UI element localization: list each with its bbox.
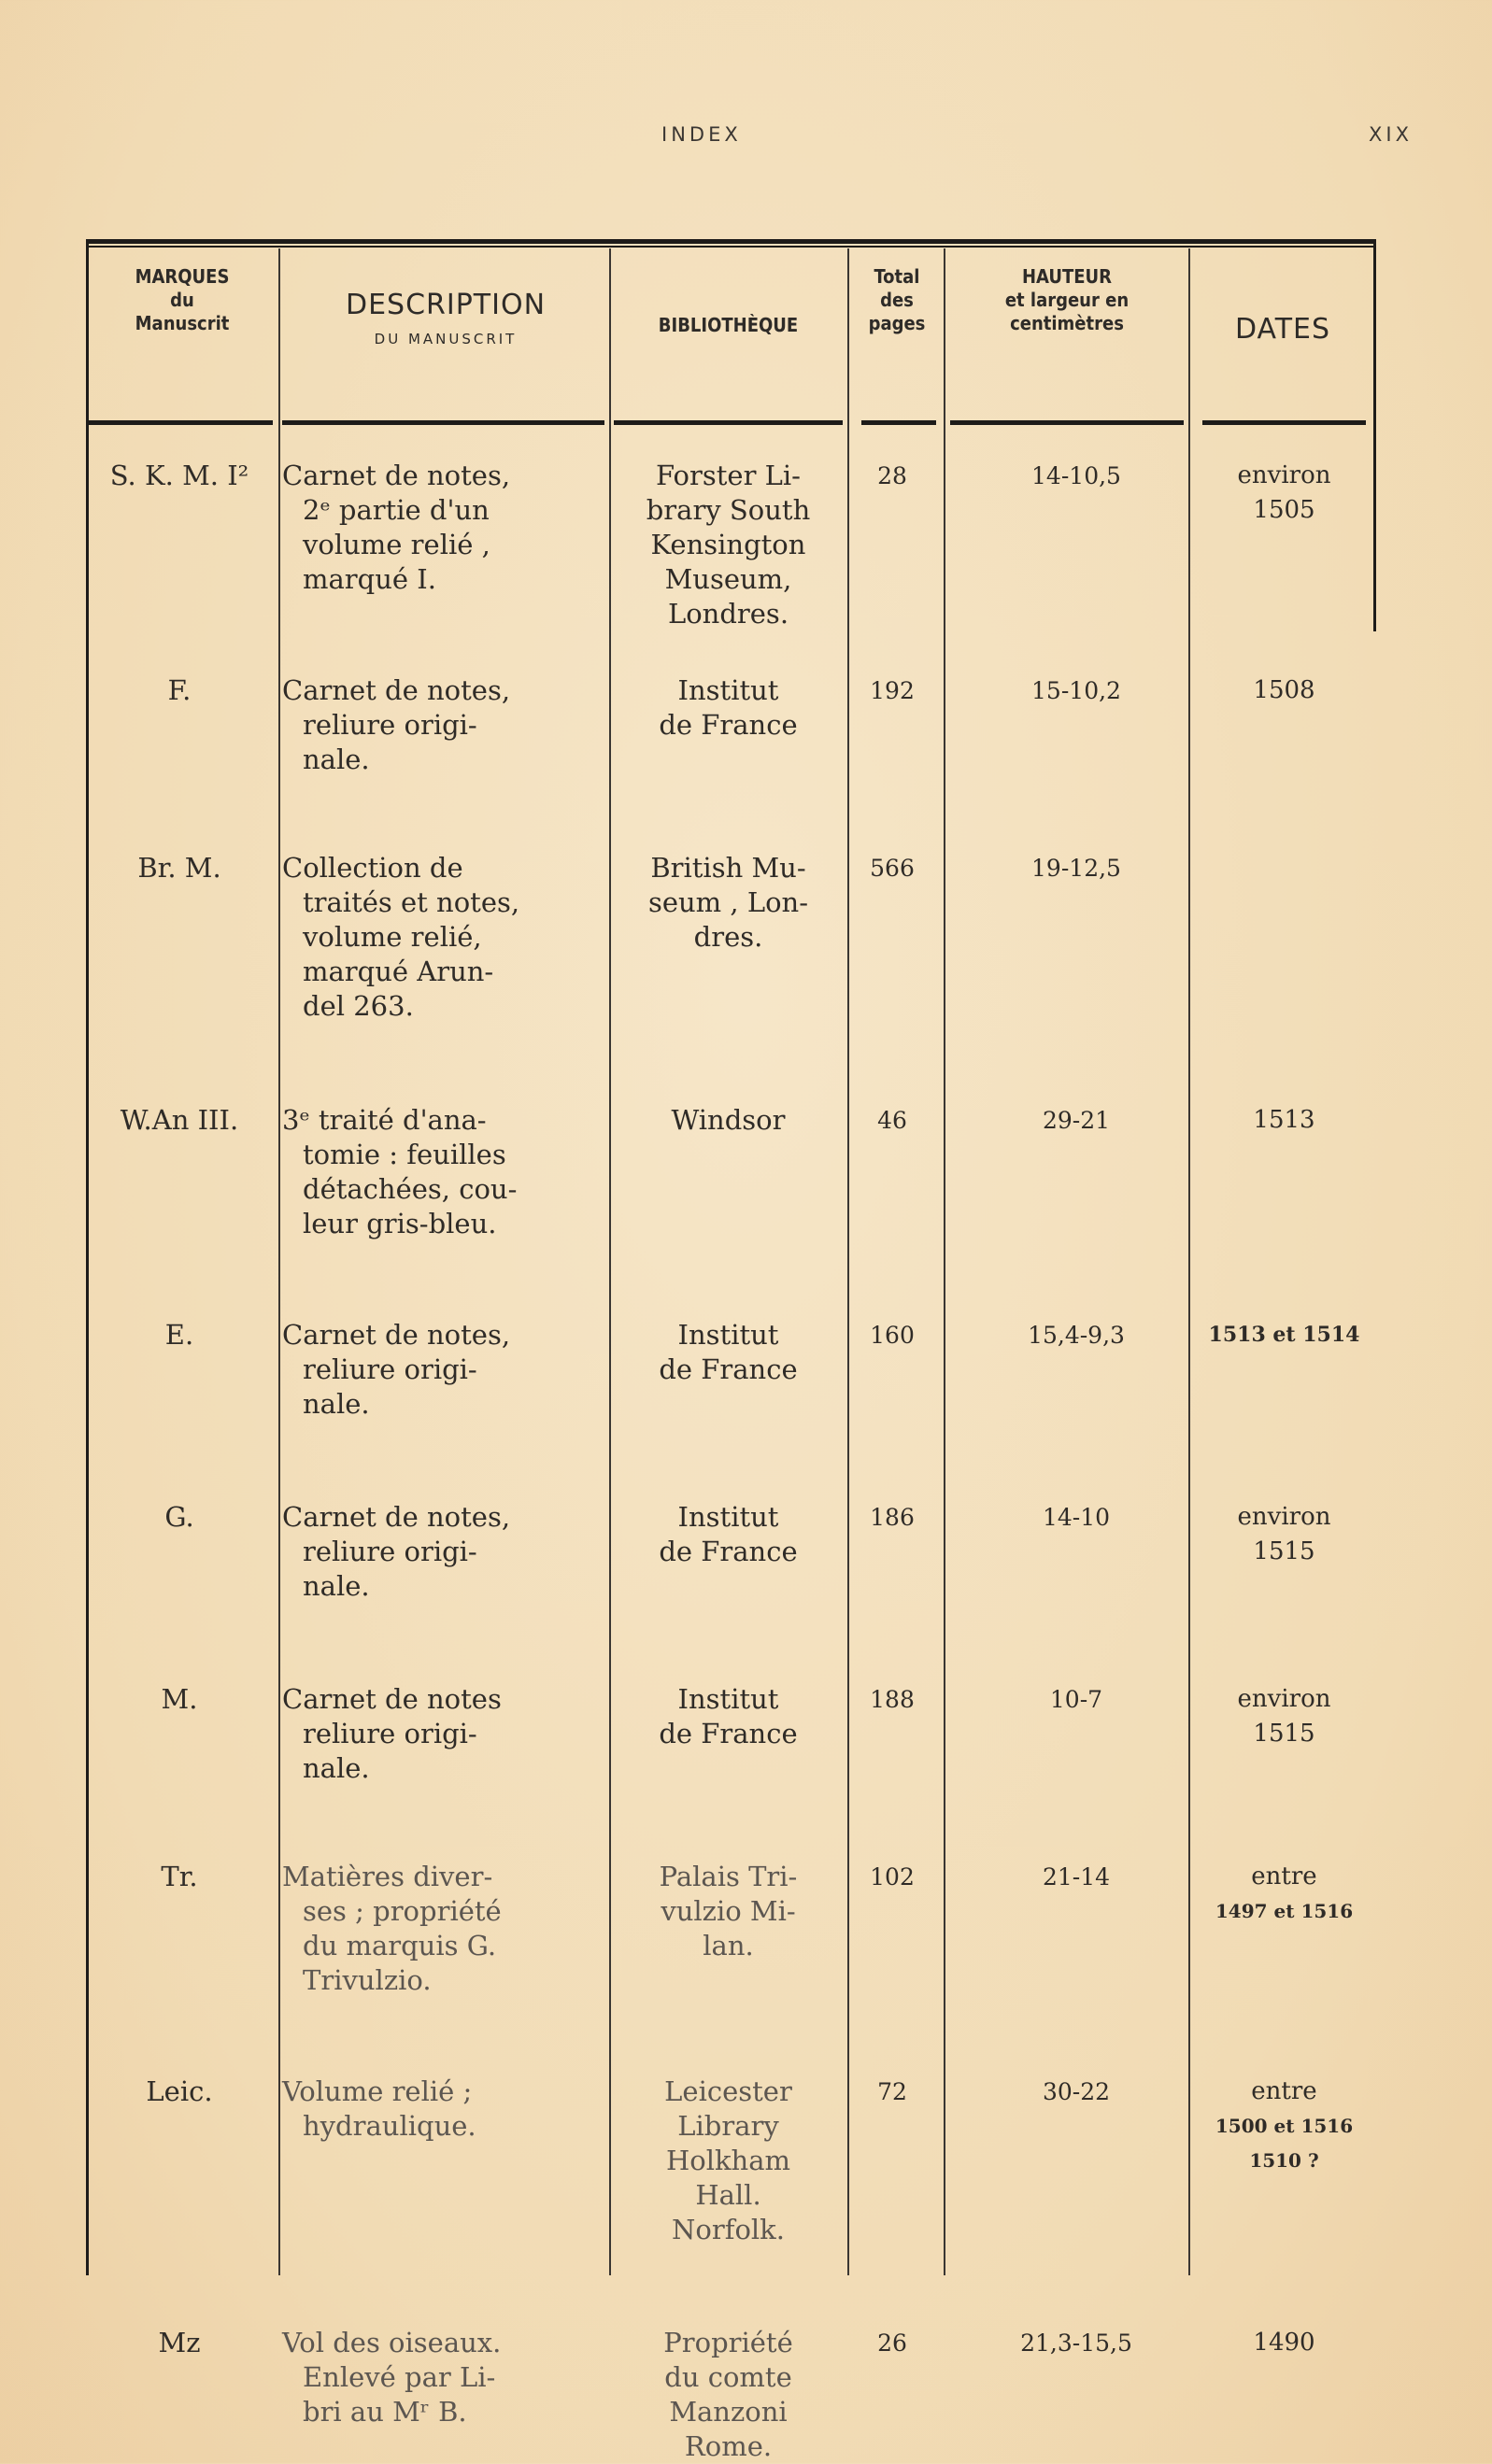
- pages-cell: 102: [870, 1863, 915, 1890]
- date-cell: environ 1515: [1237, 1503, 1331, 1565]
- description-cell: Carnet de notes, 2ᵉ partie d'un volume relié , marqué I.: [282, 460, 511, 595]
- pages-cell: 186: [870, 1504, 915, 1531]
- dimensions-cell: 10-7: [1049, 1686, 1103, 1713]
- library-cell: Institut de France: [659, 674, 798, 741]
- pages-cell: 160: [870, 1322, 915, 1349]
- header-rule: [86, 420, 273, 425]
- top-rule-thin: [86, 246, 1375, 248]
- description-cell: Carnet de notes reliure origi- nale.: [282, 1683, 502, 1784]
- column-divider: [847, 248, 849, 2275]
- library-cell: Institut de France: [659, 1319, 798, 1385]
- running-title: INDEX: [661, 123, 742, 146]
- description-cell: Volume relié ; hydraulique.: [282, 2075, 476, 2142]
- dimensions-cell: 21,3-15,5: [1020, 2329, 1132, 2357]
- mark-cell: M.: [161, 1683, 198, 1715]
- pages-cell: 28: [877, 462, 907, 489]
- header-rule: [1202, 420, 1366, 425]
- index-table: [86, 239, 1375, 2275]
- date-cell: entre 1500 et 1516 1510 ?: [1215, 2077, 1354, 2172]
- column-divider: [1188, 248, 1190, 2275]
- description-cell: Collection de traités et notes, volume relié, marqué Arun- del 263.: [282, 852, 520, 1022]
- header-library: BIBLIOTHÈQUE: [658, 314, 799, 336]
- header-rule: [861, 420, 936, 425]
- date-cell: 1513: [1253, 1106, 1315, 1134]
- header-pages: Total des pages: [868, 265, 926, 334]
- pages-cell: 72: [877, 2078, 907, 2105]
- column-divider: [278, 248, 280, 2275]
- header-description: DESCRIPTION DU MANUSCRIT: [345, 289, 547, 347]
- date-cell: entre 1497 et 1516: [1215, 1862, 1354, 1922]
- dimensions-cell: 21-14: [1042, 1863, 1111, 1890]
- library-cell: Palais Tri- vulzio Mi- lan.: [659, 1861, 798, 1961]
- dimensions-cell: 29-21: [1042, 1107, 1111, 1134]
- date-cell: environ 1515: [1237, 1685, 1331, 1748]
- header-dates: DATES: [1234, 313, 1331, 346]
- header-marks: MARQUES du Manuscrit: [135, 265, 230, 334]
- library-cell: Institut de France: [659, 1501, 798, 1567]
- pages-cell: 26: [877, 2329, 907, 2357]
- left-border: [86, 239, 89, 2275]
- pages-cell: 192: [870, 677, 915, 704]
- pages-cell: 566: [870, 855, 915, 882]
- library-cell: Institut de France: [659, 1683, 798, 1749]
- mark-cell: E.: [164, 1319, 194, 1351]
- dimensions-cell: 30-22: [1042, 2078, 1111, 2105]
- dimensions-cell: 14-10: [1042, 1504, 1111, 1531]
- library-cell: Leicester Library Holkham Hall. Norfolk.: [664, 2075, 792, 2245]
- library-cell: Propriété du comte Manzoni Rome.: [663, 2327, 793, 2462]
- mark-cell: G.: [164, 1501, 194, 1533]
- pages-cell: 46: [877, 1107, 907, 1134]
- header-rule: [614, 420, 843, 425]
- description-cell: Vol des oiseaux. Enlevé par Li- bri au Mʳ B.: [282, 2327, 502, 2428]
- description-cell: Matières diver- ses ; propriété du marquis G. Trivulzio.: [282, 1861, 502, 1996]
- dimensions-cell: 15-10,2: [1031, 677, 1121, 704]
- top-rule: [86, 239, 1375, 244]
- column-divider: [944, 248, 945, 2275]
- dimensions-cell: 19-12,5: [1031, 855, 1121, 882]
- description-cell: Carnet de notes, reliure origi- nale.: [282, 1319, 511, 1420]
- mark-cell: Tr.: [161, 1861, 198, 1892]
- header-rule: [282, 420, 604, 425]
- column-divider: [609, 248, 611, 2275]
- mark-cell: S. K. M. I²: [109, 460, 249, 491]
- date-cell: 1508: [1253, 676, 1315, 704]
- pages-cell: 188: [870, 1686, 915, 1713]
- page-number: XIX: [1369, 123, 1413, 146]
- mark-cell: W.An III.: [120, 1104, 239, 1136]
- mark-cell: Br. M.: [137, 852, 221, 884]
- dimensions-cell: 14-10,5: [1031, 462, 1121, 489]
- library-cell: British Mu- seum , Lon- dres.: [647, 852, 809, 953]
- header-rule: [950, 420, 1184, 425]
- header-dimensions: HAUTEUR et largeur en centimètres: [1004, 265, 1130, 334]
- description-cell: Carnet de notes, reliure origi- nale.: [282, 1501, 511, 1602]
- description-cell: 3ᵉ traité d'ana- tomie : feuilles détachées, cou- leur gris-bleu.: [282, 1104, 518, 1239]
- dimensions-cell: 15,4-9,3: [1028, 1322, 1125, 1349]
- date-cell: 1490: [1253, 2329, 1315, 2357]
- date-cell: environ 1505: [1237, 461, 1331, 524]
- date-cell: 1513 et 1514: [1208, 1323, 1360, 1347]
- mark-cell: Leic.: [146, 2075, 213, 2107]
- library-cell: Forster Li- brary South Kensington Museum, Londres.: [646, 460, 811, 630]
- mark-cell: Mz: [158, 2327, 201, 2358]
- library-cell: Windsor: [671, 1104, 786, 1136]
- description-cell: Carnet de notes, reliure origi- nale.: [282, 674, 511, 775]
- right-border: [1373, 239, 1376, 631]
- mark-cell: F.: [167, 674, 192, 706]
